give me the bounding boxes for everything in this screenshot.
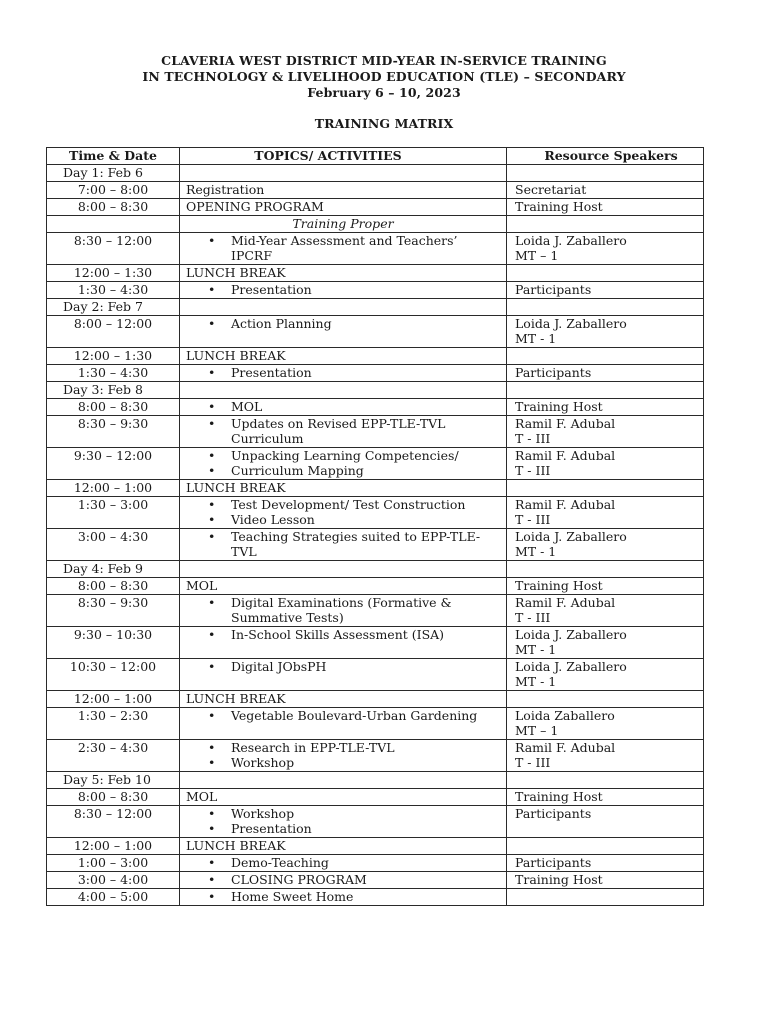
- speaker-cell: [507, 365, 704, 382]
- table-row: [47, 497, 704, 529]
- time-cell: 8:30 – 9:30: [47, 595, 180, 627]
- speaker-name: Participants: [515, 806, 592, 821]
- speaker-cell: [507, 691, 704, 708]
- speaker-name: Ramil F. Adubal: [515, 595, 616, 610]
- speaker-cell: [507, 855, 704, 872]
- topic-bullet-item: • Digital Examinations (Formative & Summative Tests): [186, 595, 506, 625]
- time-cell: 8:30 – 12:00: [47, 233, 180, 265]
- table-row: [47, 529, 704, 561]
- day-label: Day 2: Feb 7: [47, 299, 180, 316]
- topic-bullet-item: • Curriculum Mapping: [186, 463, 506, 478]
- speaker-cell: [507, 627, 704, 659]
- table-row: [47, 199, 704, 216]
- table-row: [47, 872, 704, 889]
- empty-cell: [180, 382, 507, 399]
- empty-cell: [180, 772, 507, 789]
- speaker-cell: [507, 740, 704, 772]
- table-row: [47, 399, 704, 416]
- empty-cell: [507, 165, 704, 182]
- topic-bullet-item: • Mid-Year Assessment and Teachers’ IPCRF: [186, 233, 506, 263]
- speaker-name: Loida J. Zaballero: [515, 316, 627, 331]
- topic-bullet-list: [186, 497, 506, 527]
- speaker-cell: [507, 806, 704, 838]
- empty-cell: [180, 299, 507, 316]
- speaker-cell: [507, 889, 704, 906]
- speaker-name: Participants: [515, 282, 592, 297]
- time-cell: 1:30 – 4:30: [47, 365, 180, 382]
- day-header-row: [47, 299, 704, 316]
- time-cell: 9:30 – 10:30: [47, 627, 180, 659]
- column-header-speakers: Resource Speakers: [507, 148, 704, 165]
- speaker-rank: T - III: [515, 755, 551, 770]
- speaker-name: Ramil F. Adubal: [515, 448, 616, 463]
- day-header-row: [47, 382, 704, 399]
- table-row: [47, 806, 704, 838]
- topic-bullet-list: [186, 529, 506, 559]
- speaker-name: Training Host: [515, 578, 603, 593]
- speaker-cell: [507, 838, 704, 855]
- time-cell: 8:00 – 8:30: [47, 789, 180, 806]
- empty-cell: [47, 216, 180, 233]
- topic-cell: [180, 529, 507, 561]
- speaker-cell: [507, 595, 704, 627]
- speaker-rank: MT - 1: [515, 642, 557, 657]
- time-cell: 8:30 – 12:00: [47, 806, 180, 838]
- speaker-cell: [507, 199, 704, 216]
- day-label: Day 1: Feb 6: [47, 165, 180, 182]
- day-label: Day 3: Feb 8: [47, 382, 180, 399]
- table-row: [47, 708, 704, 740]
- speaker-rank: MT - 1: [515, 544, 557, 559]
- speaker-rank: T - III: [515, 431, 551, 446]
- topic-cell: LUNCH BREAK: [180, 348, 507, 365]
- topic-bullet-list: [186, 399, 506, 414]
- time-cell: 3:00 – 4:00: [47, 872, 180, 889]
- time-cell: 12:00 – 1:00: [47, 480, 180, 497]
- speaker-name: Training Host: [515, 199, 603, 214]
- topic-cell: [180, 889, 507, 906]
- speaker-name: Loida J. Zaballero: [515, 529, 627, 544]
- topic-cell: Registration: [180, 182, 507, 199]
- table-row: [47, 348, 704, 365]
- time-cell: 12:00 – 1:30: [47, 265, 180, 282]
- topic-cell: [180, 282, 507, 299]
- topic-bullet-list: [186, 708, 506, 723]
- topic-bullet-item: • Workshop: [186, 755, 506, 770]
- topic-cell: [180, 316, 507, 348]
- table-row: [47, 282, 704, 299]
- topic-bullet-item: • Action Planning: [186, 316, 506, 331]
- topic-bullet-list: [186, 365, 506, 380]
- column-header-topics: TOPICS/ ACTIVITIES: [180, 148, 507, 165]
- empty-cell: [180, 165, 507, 182]
- speaker-cell: [507, 316, 704, 348]
- time-cell: 9:30 – 12:00: [47, 448, 180, 480]
- time-cell: 12:00 – 1:00: [47, 838, 180, 855]
- topic-cell: [180, 399, 507, 416]
- table-body: [47, 165, 704, 906]
- speaker-name: Ramil F. Adubal: [515, 497, 616, 512]
- topic-cell: [180, 448, 507, 480]
- topic-cell: MOL: [180, 789, 507, 806]
- document-title-line-1: CLAVERIA WEST DISTRICT MID-YEAR IN-SERVICE TRAINING: [161, 53, 607, 68]
- speaker-name: Loida J. Zaballero: [515, 627, 627, 642]
- document-date: February 6 – 10, 2023: [307, 85, 461, 100]
- speaker-rank: MT – 1: [515, 248, 559, 263]
- speaker-name: Participants: [515, 365, 592, 380]
- table-row: [47, 595, 704, 627]
- speaker-cell: [507, 872, 704, 889]
- time-cell: 1:30 – 2:30: [47, 708, 180, 740]
- topic-cell: LUNCH BREAK: [180, 480, 507, 497]
- speaker-cell: [507, 497, 704, 529]
- speaker-cell: [507, 529, 704, 561]
- topic-cell: [180, 806, 507, 838]
- document-title-line-2: IN TECHNOLOGY & LIVELIHOOD EDUCATION (TLE) – SECONDARY: [142, 69, 626, 84]
- topic-bullet-list: [186, 872, 506, 887]
- topic-bullet-list: [186, 806, 506, 836]
- topic-bullet-item: • CLOSING PROGRAM: [186, 872, 506, 887]
- topic-bullet-item: • Video Lesson: [186, 512, 506, 527]
- topic-bullet-item: • Updates on Revised EPP-TLE-TVL Curriculum: [186, 416, 506, 446]
- topic-bullet-item: • Presentation: [186, 282, 506, 297]
- topic-bullet-item: • Workshop: [186, 806, 506, 821]
- speaker-name: Participants: [515, 855, 592, 870]
- table-row: [47, 265, 704, 282]
- speaker-cell: [507, 265, 704, 282]
- time-cell: 1:00 – 3:00: [47, 855, 180, 872]
- day-header-row: [47, 772, 704, 789]
- speaker-cell: [507, 182, 704, 199]
- speaker-cell: [507, 578, 704, 595]
- topic-bullet-list: [186, 740, 506, 770]
- topic-bullet-list: [186, 316, 506, 331]
- time-cell: 4:00 – 5:00: [47, 889, 180, 906]
- table-row: [47, 789, 704, 806]
- topic-bullet-list: [186, 595, 506, 625]
- column-header-time: Time & Date: [47, 148, 180, 165]
- day-label: Day 4: Feb 9: [47, 561, 180, 578]
- topic-bullet-item: • Vegetable Boulevard-Urban Gardening: [186, 708, 506, 723]
- day-label: Day 5: Feb 10: [47, 772, 180, 789]
- topic-cell: [180, 497, 507, 529]
- table-row: [47, 838, 704, 855]
- time-cell: 8:00 – 8:30: [47, 578, 180, 595]
- time-cell: 8:00 – 12:00: [47, 316, 180, 348]
- speaker-name: Loida J. Zaballero: [515, 233, 627, 248]
- table-row: [47, 691, 704, 708]
- time-cell: 1:30 – 4:30: [47, 282, 180, 299]
- day-header-row: [47, 165, 704, 182]
- table-header-row: [47, 148, 704, 165]
- time-cell: 1:30 – 3:00: [47, 497, 180, 529]
- time-cell: 10:30 – 12:00: [47, 659, 180, 691]
- topic-bullet-list: [186, 889, 506, 904]
- topic-cell: [180, 365, 507, 382]
- topic-bullet-list: [186, 448, 506, 478]
- speaker-cell: [507, 480, 704, 497]
- topic-cell: OPENING PROGRAM: [180, 199, 507, 216]
- speaker-cell: [507, 399, 704, 416]
- topic-bullet-item: • Teaching Strategies suited to EPP-TLE-TVL: [186, 529, 506, 559]
- empty-cell: [507, 299, 704, 316]
- empty-cell: [507, 216, 704, 233]
- speaker-cell: [507, 348, 704, 365]
- speaker-cell: [507, 789, 704, 806]
- time-cell: 12:00 – 1:00: [47, 691, 180, 708]
- time-cell: 12:00 – 1:30: [47, 348, 180, 365]
- topic-cell: [180, 708, 507, 740]
- speaker-rank: MT - 1: [515, 331, 557, 346]
- table-row: [47, 889, 704, 906]
- table-row: [47, 855, 704, 872]
- training-matrix-table: [46, 147, 704, 906]
- time-cell: 7:00 – 8:00: [47, 182, 180, 199]
- topic-bullet-list: [186, 282, 506, 297]
- speaker-cell: [507, 448, 704, 480]
- topic-cell: [180, 872, 507, 889]
- speaker-rank: T - III: [515, 610, 551, 625]
- speaker-rank: MT – 1: [515, 723, 559, 738]
- empty-cell: [507, 772, 704, 789]
- speaker-cell: [507, 708, 704, 740]
- speaker-cell: [507, 282, 704, 299]
- topic-bullet-list: [186, 659, 506, 674]
- topic-bullet-item: • Research in EPP-TLE-TVL: [186, 740, 506, 755]
- topic-cell: [180, 233, 507, 265]
- topic-bullet-item: • Demo-Teaching: [186, 855, 506, 870]
- time-cell: 2:30 – 4:30: [47, 740, 180, 772]
- topic-cell: [180, 659, 507, 691]
- topic-cell: [180, 595, 507, 627]
- speaker-name: Ramil F. Adubal: [515, 740, 616, 755]
- topic-cell: MOL: [180, 578, 507, 595]
- topic-bullet-item: • Home Sweet Home: [186, 889, 506, 904]
- speaker-rank: T - III: [515, 463, 551, 478]
- topic-cell: [180, 855, 507, 872]
- speaker-cell: [507, 659, 704, 691]
- time-cell: 3:00 – 4:30: [47, 529, 180, 561]
- table-row: [47, 233, 704, 265]
- topic-cell: [180, 740, 507, 772]
- topic-bullet-list: [186, 627, 506, 642]
- speaker-name: Loida J. Zaballero: [515, 659, 627, 674]
- speaker-name: Ramil F. Adubal: [515, 416, 616, 431]
- speaker-cell: [507, 233, 704, 265]
- section-row: [47, 216, 704, 233]
- table-row: [47, 480, 704, 497]
- table-row: [47, 578, 704, 595]
- topic-bullet-item: • Unpacking Learning Competencies/: [186, 448, 506, 463]
- empty-cell: [507, 561, 704, 578]
- topic-bullet-item: • Digital JObsPH: [186, 659, 506, 674]
- topic-bullet-item: • Test Development/ Test Construction: [186, 497, 506, 512]
- empty-cell: [507, 382, 704, 399]
- topic-cell: LUNCH BREAK: [180, 838, 507, 855]
- table-row: [47, 448, 704, 480]
- speaker-name: Training Host: [515, 399, 603, 414]
- time-cell: 8:00 – 8:30: [47, 399, 180, 416]
- speaker-rank: MT - 1: [515, 674, 557, 689]
- speaker-cell: [507, 416, 704, 448]
- time-cell: 8:30 – 9:30: [47, 416, 180, 448]
- topic-cell: [180, 416, 507, 448]
- topic-bullet-item: • Presentation: [186, 365, 506, 380]
- topic-bullet-list: [186, 855, 506, 870]
- table-row: [47, 740, 704, 772]
- topic-bullet-item: • MOL: [186, 399, 506, 414]
- table-row: [47, 627, 704, 659]
- topic-bullet-list: [186, 233, 506, 263]
- speaker-name: Loida Zaballero: [515, 708, 615, 723]
- speaker-name: Training Host: [515, 789, 603, 804]
- table-row: [47, 365, 704, 382]
- day-header-row: [47, 561, 704, 578]
- speaker-rank: T - III: [515, 512, 551, 527]
- topic-bullet-list: [186, 416, 506, 446]
- table-row: [47, 659, 704, 691]
- empty-cell: [180, 561, 507, 578]
- time-cell: 8:00 – 8:30: [47, 199, 180, 216]
- section-label: Training Proper: [180, 216, 507, 233]
- table-row: [47, 182, 704, 199]
- topic-bullet-item: • In-School Skills Assessment (ISA): [186, 627, 506, 642]
- table-row: [47, 416, 704, 448]
- topic-cell: LUNCH BREAK: [180, 691, 507, 708]
- topic-cell: [180, 627, 507, 659]
- table-row: [47, 316, 704, 348]
- topic-bullet-item: • Presentation: [186, 821, 506, 836]
- speaker-name: Secretariat: [515, 182, 587, 197]
- matrix-title: TRAINING MATRIX: [314, 116, 454, 131]
- speaker-name: Training Host: [515, 872, 603, 887]
- topic-cell: LUNCH BREAK: [180, 265, 507, 282]
